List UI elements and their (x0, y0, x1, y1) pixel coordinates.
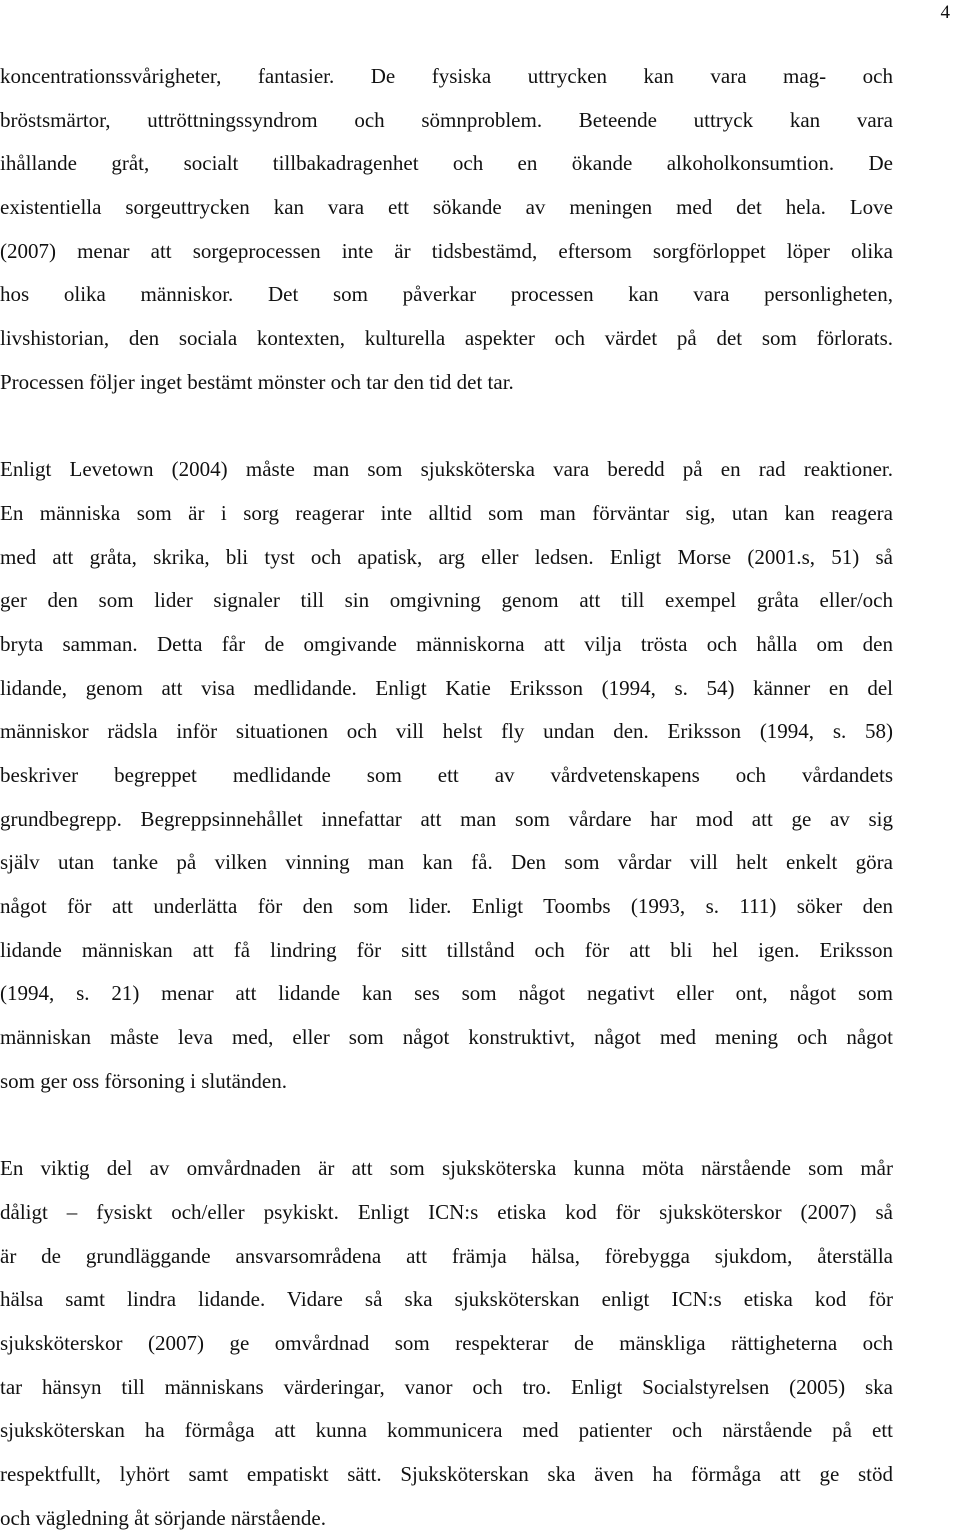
text-line: något för att underlätta för den som lider. Enligt Toombs (1993, s. 111) söker den (0, 894, 893, 919)
text-line: och vägledning åt sörjande närstående. (0, 1505, 326, 1530)
text-line: själv utan tanke på vilken vinning man kan få. Den som vårdar vill helt enkelt göra (0, 850, 893, 875)
text-line: hälsa samt lindra lidande. Vidare så ska sjuksköterskan enligt ICN:s etiska kod för (0, 1287, 893, 1312)
text-line: ihållande gråt, socialt tillbakadragenhet och en ökande alkoholkonsumtion. De (0, 151, 893, 176)
paragraph (0, 55, 893, 405)
text-line: koncentrationssvårigheter, fantasier. De fysiska uttrycken kan vara mag- och (0, 64, 893, 88)
text-line: ger den som lider signaler till sin omgivning genom att till exempel gråta eller/och (0, 588, 893, 613)
text-line: En viktig del av omvårdnaden är att som sjuksköterska kunna möta närstående som mår (0, 1156, 893, 1181)
text-line: (2007) menar att sorgeprocessen inte är tidsbestämd, eftersom sorgförloppet löper olika (0, 238, 893, 263)
document-body (0, 55, 893, 1540)
text-line: hos olika människor. Det som påverkar processen kan vara personligheten, (0, 282, 893, 307)
text-line: beskriver begreppet medlidande som ett av vårdvetenskapens och vårdandets (0, 763, 893, 787)
text-line: med att gråta, skrika, bli tyst och apatisk, arg eller ledsen. Enligt Morse (2001.s, 51) så (0, 544, 893, 569)
text-line: sjuksköterskan ha förmåga att kunna kommunicera med patienter och närstående på ett (0, 1418, 893, 1443)
text-line: människan måste leva med, eller som något konstruktivt, något med mening och något (0, 1025, 893, 1050)
text-line: bryta samman. Detta får de omgivande människorna att vilja trösta och hålla om den (0, 631, 893, 656)
text-line: bröstsmärtor, uttröttningssyndrom och sömnproblem. Beteende uttryck kan vara (0, 107, 893, 132)
text-line: (1994, s. 21) menar att lidande kan ses som något negativt eller ont, något som (0, 981, 893, 1006)
text-line: sjuksköterskor (2007) ge omvårdnad som respekterar de mänskliga rättigheterna och (0, 1330, 893, 1355)
paragraph (0, 1147, 893, 1540)
text-line: Enligt Levetown (2004) måste man som sjuksköterska vara beredd på en rad reaktioner. (0, 457, 893, 482)
text-line: existentiella sorgeuttrycken kan vara ett sökande av meningen med det hela. Love (0, 195, 893, 220)
text-line: människor rädsla inför situationen och vill helst fly undan den. Eriksson (1994, s. 58) (0, 719, 893, 744)
text-line: Processen följer inget bestämt mönster och tar den tid det tar. (0, 369, 514, 394)
paragraph (0, 448, 893, 1103)
text-line: är de grundläggande ansvarsområdena att främja hälsa, förebygga sjukdom, återställa (0, 1243, 893, 1268)
text-line: tar hänsyn till människans värderingar, vanor och tro. Enligt Socialstyrelsen (2005) ska (0, 1374, 893, 1399)
text-line: lidande människan att få lindring för sitt tillstånd och för att bli hel igen. Eriksson (0, 937, 893, 962)
text-line: lidande, genom att visa medlidande. Enligt Katie Eriksson (1994, s. 54) känner en del (0, 675, 893, 700)
text-line: livshistorian, den sociala kontexten, kulturella aspekter och värdet på det som förlorats. (0, 326, 893, 351)
text-line: grundbegrepp. Begreppsinnehållet innefattar att man som vårdare har mod att ge av sig (0, 806, 893, 831)
text-line: dåligt – fysiskt och/eller psykiskt. Enligt ICN:s etiska kod för sjuksköterskor (2007) så (0, 1199, 893, 1224)
text-line: respektfullt, lyhört samt empatiskt sätt. Sjuksköterskan ska även ha förmåga att ge stöd (0, 1462, 893, 1486)
text-line: En människa som är i sorg reagerar inte alltid som man förväntar sig, utan kan reagera (0, 500, 893, 525)
page-number: 4 (940, 2, 950, 23)
text-line: som ger oss försoning i slutänden. (0, 1068, 287, 1093)
